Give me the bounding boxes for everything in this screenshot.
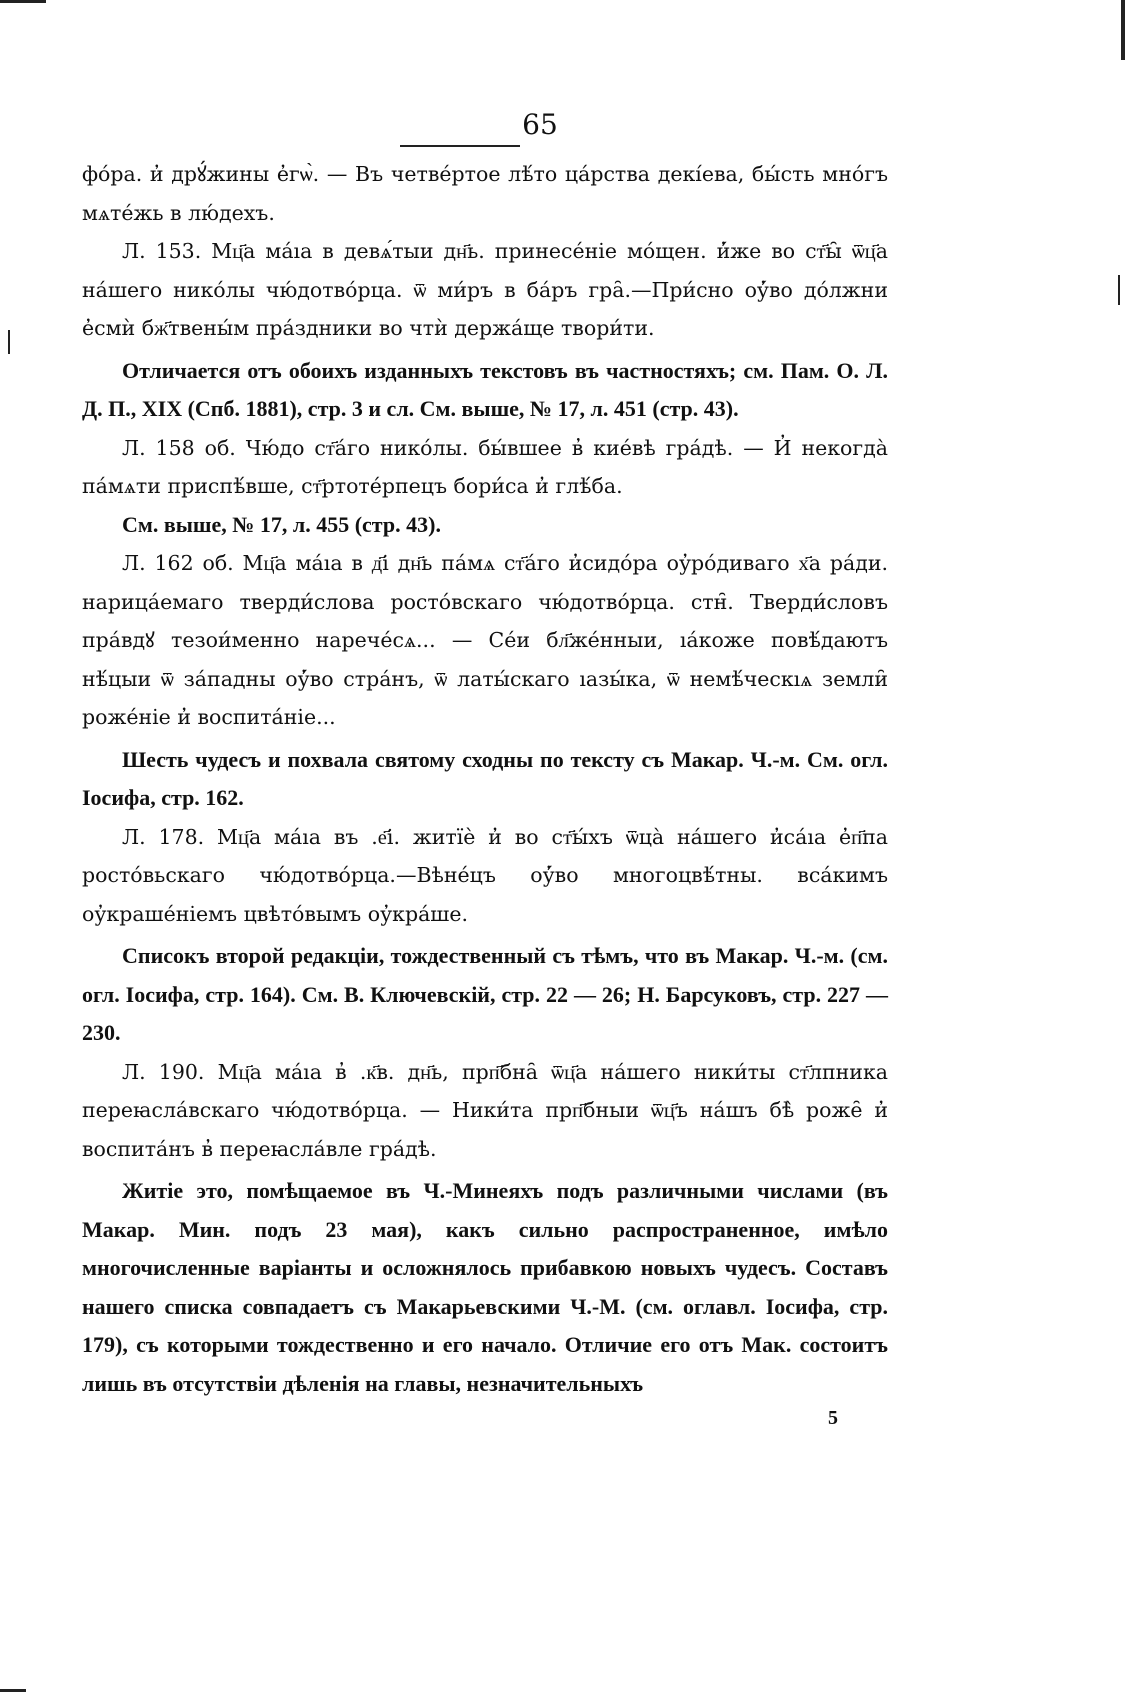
paragraph-note-l153: Отличается отъ обоихъ изданныхъ текстовъ въ частностяхъ; см. Пам. О. Л. Д. П., XIX (Спб. 1881), стр. 3 и сл. См. выше, № 17, л. 451 (стр. 43). bbox=[82, 357, 888, 421]
scan-edge-right-top bbox=[1121, 0, 1125, 60]
paragraph-slavonic-continuation: фо́ра. и̓ дрꙋ́жины е̓гѡ̀. — Въ четве́ртое лѣ́то ца́рства декі́ева, бы́сть мно́гъ мѧте́жь в лю́дехъ. bbox=[82, 162, 888, 225]
scan-edge-left bbox=[8, 330, 10, 354]
paragraph-slavonic-l190: Л. 190. Мц҃а ма́ıа в̓ .к҃в. дн҃ь, прп҃бна̑ ѿц҃а на́шего ники́ты ст҃лпника переꙗсла́вскаго чю́дотво́рца. — Ники́та прп҃бныи ѿц҃ъ на́шъ бѣ̀ роже̑ и̓ воспита́нъ в̓ переꙗсла́вле гра́дѣ. bbox=[82, 1059, 888, 1161]
paragraph-slavonic-l162: Л. 162 об. Мц҃а ма́ıа в д҃і дн҃ь па́мѧ ст҃а́го и̓сидо́ра оу̓ро́диваго х҃а ра́ди. нарица́емаго тверди́слова росто́вскаго чю́дотво́рца. стн̑. Тверди́словъ пра́вдꙋ тезои́менно нарече́сѧ... — Се́и бл҃же́нныи, ıа́коже повѣ́даютъ нѣ́цыи ѿ за́падны оу̓́во стра́нъ, ѿ латы́скаго ıазы́ка, ѿ немѣ́ческıѧ земли̑ роже́ніе и̓ воспита́ніе... bbox=[82, 551, 888, 729]
scan-edge-right-mid bbox=[1118, 275, 1120, 305]
paragraph-note-l162: Шесть чудесъ и похвала святому сходны по тексту съ Макар. Ч.-м. См. огл. Іосифа, стр. 162. bbox=[82, 746, 888, 810]
page-number: 65 bbox=[522, 108, 558, 141]
paragraph-slavonic-l153: Л. 153. Мц҃а ма́ıа в девѧ́тыи дн҃ь. принесе́ніе мо́щен. и̓́же во ст҃ы̑ ѿц҃а на́шего нико́лы чю́дотво́рца. ѿ ми́ръ в ба́ръ гра̑.—При́сно оу̓́во до́лжни е̓смѝ бж҃твены́м пра́здники во чтѝ держа́ще твори́ти. bbox=[82, 239, 888, 340]
header-rule bbox=[400, 145, 520, 147]
signature-mark: 5 bbox=[828, 1407, 838, 1429]
paragraph-slavonic-l178: Л. 178. Мц҃а ма́ıа въ .е҃і. житїѐ и̓ во ст҃ы́хъ ѿца̀ на́шего и̓са́ıа е̓п҃па росто́вьскаго чю́дотво́рца.—Вѣне́цъ оу̓́во многоцвѣ́тны. вса́кимъ оу̓краше́ніемъ цвѣто́вымъ оу̓кра́ше. bbox=[82, 824, 888, 926]
scan-edge-top-left bbox=[0, 0, 46, 3]
paragraph-note-l178: Списокъ второй редакціи, тождественный съ тѣмъ, что въ Макар. Ч.-м. (см. огл. Іосифа, стр. 164). См. В. Ключевскій, стр. 22 — 26; Н. Барсуковъ, стр. 227 — 230. bbox=[82, 943, 888, 1045]
page-body bbox=[82, 155, 888, 1403]
paragraph-slavonic-l158: Л. 158 об. Чю́до ст҃а́го нико́лы. бы́вшее в̓ кие́вѣ гра́дѣ. — И̓ некогда̀ па́мѧти приспѣ́вше, ст҃ртоте́рпецъ бори́са и̓ глѣ́ба. bbox=[82, 435, 888, 498]
paragraph-note-l158: См. выше, № 17, л. 455 (стр. 43). bbox=[122, 511, 441, 537]
paragraph-note-l190: Житіе это, помѣщаемое въ Ч.-Минеяхъ подъ различными числами (въ Макар. Мин. подъ 23 мая), какъ сильно распространенное, имѣло многочисленные варіанты и осложнялось прибавкою новыхъ чудесъ. Составъ нашего списка совпадаетъ съ Макарьевскими Ч.-М. (см. оглавл. Іосифа, стр. 179), съ которыми тождественно и его начало. Отличие его отъ Мак. состоитъ лишь въ отсутствіи дѣленія на главы, незначительныхъ bbox=[82, 1178, 888, 1396]
